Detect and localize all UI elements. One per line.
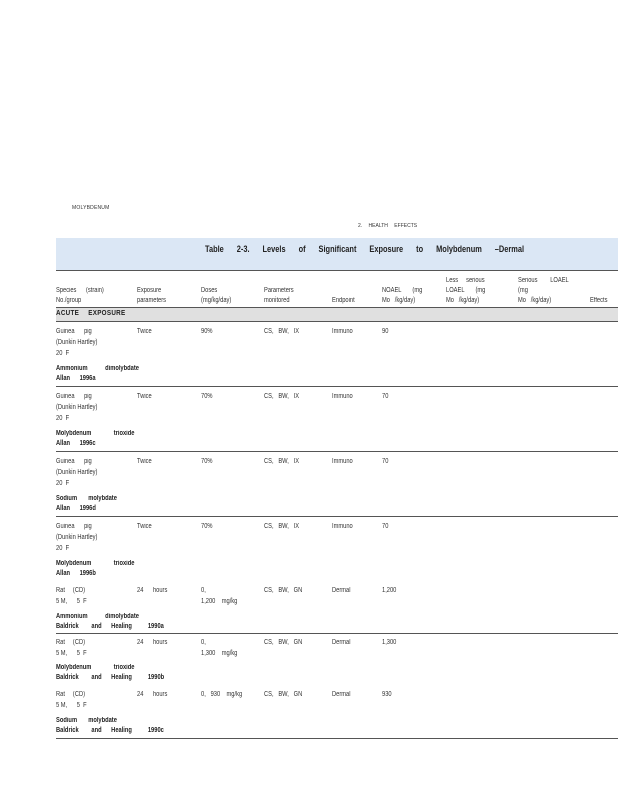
header-rule-top (56, 270, 618, 271)
header-parameters: Parameters monitored (264, 287, 294, 304)
table-title: Table 2-3. Levels of Significant Exposure to Molybdenum –Dermal (205, 244, 525, 255)
cell-noael: 1,200 (382, 587, 397, 594)
cell-species: Rat (CD) 5 M, 5 F (56, 691, 87, 709)
section-rule (56, 321, 618, 322)
cell-endpoint: Dermal (332, 587, 351, 594)
running-head-left: MOLYBDENUM (72, 205, 110, 211)
cell-species: Guinea pig (Dunkin Hartley) 20 F (56, 328, 98, 357)
cell-endpoint: Dermal (332, 639, 351, 646)
row-rule (56, 451, 618, 452)
header-endpoint: Endpoint (332, 297, 355, 304)
header-effects: Effects (590, 297, 608, 304)
cell-endpoint: Dermal (332, 691, 351, 698)
cell-species: Rat (CD) 5 M, 5 F (56, 587, 87, 605)
row-rule (56, 386, 618, 387)
cell-chemical-reference: Sodium molybdate Allan 1996d (56, 495, 117, 512)
header-serious-loael: Serious LOAEL (mg Mo /kg/day) (518, 277, 569, 304)
cell-species: Guinea pig (Dunkin Hartley) 20 F (56, 458, 98, 487)
cell-noael: 930 (382, 691, 392, 698)
cell-exposure: 24 hours (137, 691, 168, 698)
section-band (56, 308, 618, 321)
cell-parameters: CS, BW, GN (264, 587, 303, 594)
table-bottom-rule (56, 738, 618, 739)
cell-exposure: Twice (137, 523, 152, 530)
cell-doses: 70% (201, 393, 213, 400)
cell-species: Rat (CD) 5 M, 5 F (56, 639, 87, 657)
cell-exposure: Twice (137, 393, 152, 400)
cell-endpoint: Immuno (332, 393, 353, 400)
row-rule (56, 516, 618, 517)
cell-parameters: CS, BW, IX (264, 328, 300, 335)
section-label: ACUTE EXPOSURE (56, 310, 126, 317)
header-doses: Doses (mg/kg/day) (201, 287, 232, 304)
cell-noael: 90 (382, 328, 389, 335)
cell-parameters: CS, BW, IX (264, 458, 300, 465)
cell-chemical-reference: Molybdenum trioxide Allan 1996b (56, 560, 135, 577)
header-exposure: Exposure parameters (137, 287, 167, 304)
cell-doses: 70% (201, 458, 213, 465)
cell-parameters: CS, BW, GN (264, 639, 303, 646)
cell-noael: 70 (382, 458, 389, 465)
header-less-serious-loael: Less serious LOAEL (mg Mo /kg/day) (446, 277, 486, 304)
cell-doses: 0, 1,300 mg/kg (201, 639, 238, 657)
cell-noael: 1,300 (382, 639, 397, 646)
cell-doses: 0, 930 mg/kg (201, 691, 243, 698)
cell-endpoint: Immuno (332, 523, 353, 530)
cell-parameters: CS, BW, IX (264, 523, 300, 530)
row-rule (56, 633, 618, 634)
cell-chemical-reference: Sodium molybdate Baldrick and Healing 1990c (56, 717, 164, 734)
cell-parameters: CS, BW, GN (264, 691, 303, 698)
cell-chemical-reference: Ammonium dimolybdate Baldrick and Healing 1990a (56, 613, 164, 630)
cell-species: Guinea pig (Dunkin Hartley) 20 F (56, 523, 98, 552)
cell-doses: 90% (201, 328, 213, 335)
cell-chemical-reference: Molybdenum trioxide Baldrick and Healing 1990b (56, 664, 165, 681)
cell-chemical-reference: Molybdenum trioxide Allan 1996c (56, 430, 135, 447)
cell-noael: 70 (382, 393, 389, 400)
cell-chemical-reference: Ammonium dimolybdate Allan 1996a (56, 365, 139, 382)
header-species: Species (strain) No./group (56, 287, 104, 304)
cell-exposure: Twice (137, 328, 152, 335)
running-head-right: 2. HEALTH EFFECTS (358, 223, 418, 229)
cell-exposure: 24 hours (137, 639, 168, 646)
cell-endpoint: Immuno (332, 328, 353, 335)
cell-exposure: 24 hours (137, 587, 168, 594)
cell-endpoint: Immuno (332, 458, 353, 465)
cell-species: Guinea pig (Dunkin Hartley) 20 F (56, 393, 98, 422)
cell-doses: 0, 1,200 mg/kg (201, 587, 238, 605)
cell-exposure: Twice (137, 458, 152, 465)
header-noael: NOAEL (mg Mo /kg/day) (382, 287, 423, 304)
cell-noael: 70 (382, 523, 389, 530)
cell-parameters: CS, BW, IX (264, 393, 300, 400)
cell-doses: 70% (201, 523, 213, 530)
